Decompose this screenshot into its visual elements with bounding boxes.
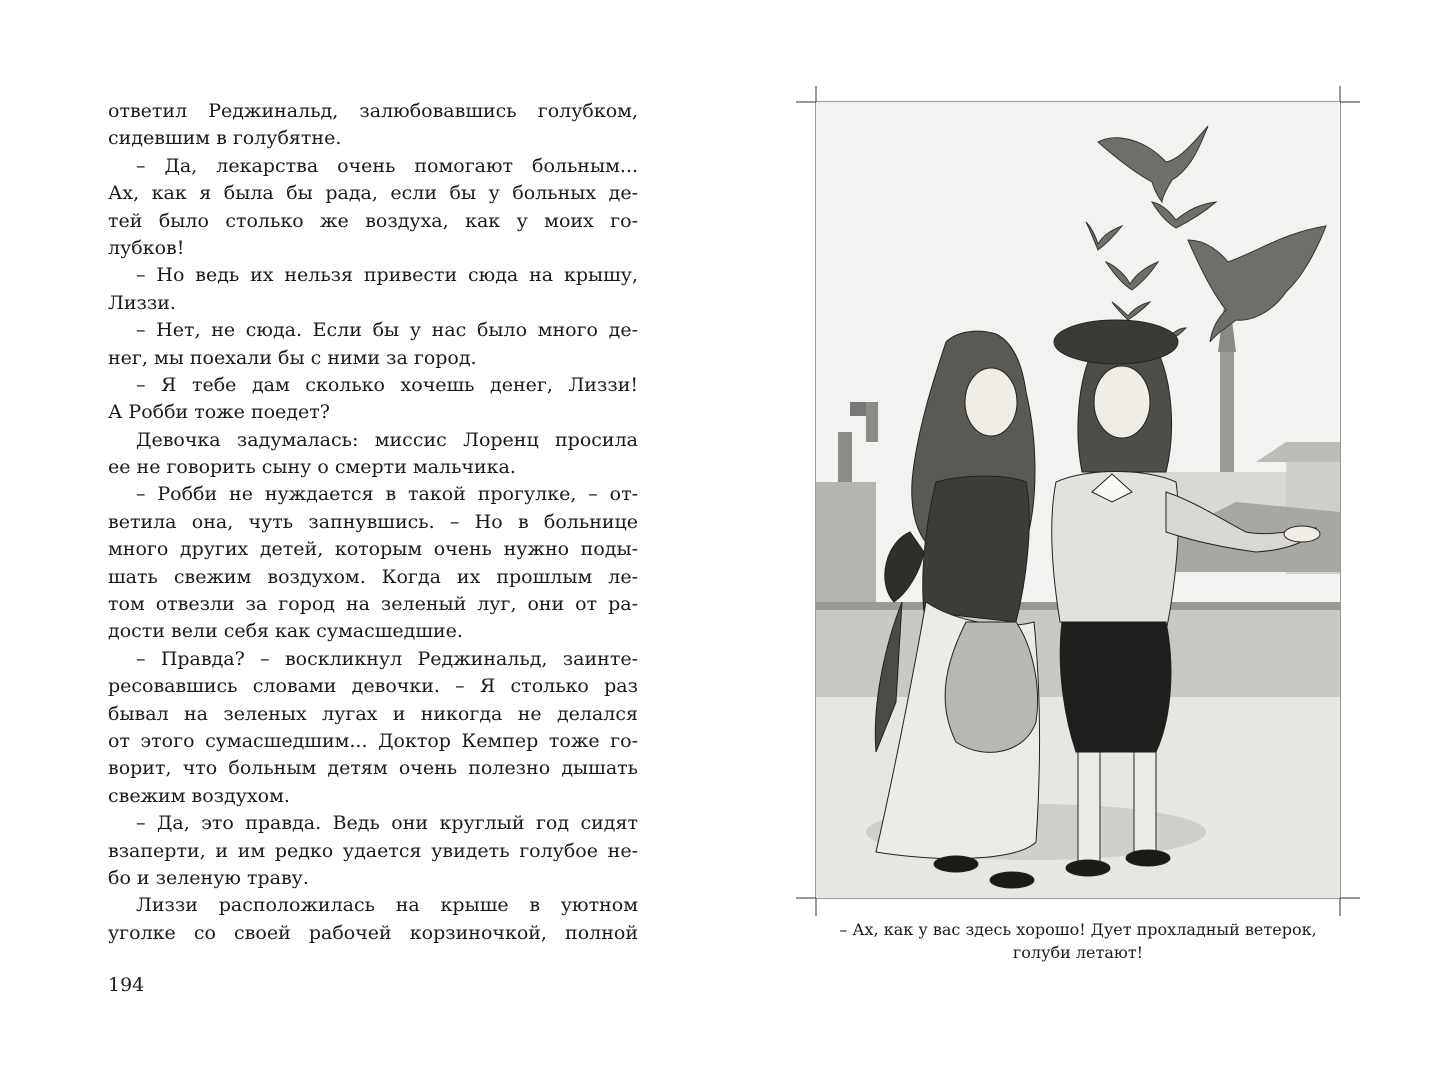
text-line: тей было столько же воздуха, как у моих го- bbox=[108, 209, 638, 232]
text-line: – Я тебе дам сколько хочешь денег, Лиззи! bbox=[136, 373, 638, 396]
text-line: Девочка задумалась: миссис Лоренц просила bbox=[136, 428, 638, 451]
text-line: ресовавшись словами девочки. – Я столько раз bbox=[108, 675, 638, 698]
text-line: ответил Реджинальд, залюбовавшись голубком, bbox=[108, 100, 638, 122]
text-line: ее не говорить сыну о смерти мальчика. bbox=[108, 456, 516, 479]
text-line: взаперти, и им редко удается увидеть голубое не- bbox=[108, 839, 638, 862]
illustration-caption bbox=[800, 918, 1356, 964]
text-line: сидевшим в голубятне. bbox=[108, 127, 342, 150]
caption-line-2: голуби летают! bbox=[1012, 943, 1144, 962]
text-line: – Нет, не сюда. Если бы у нас было много де- bbox=[136, 319, 638, 342]
text-line: Лиззи расположилась на крыше в уютном bbox=[136, 894, 638, 917]
text-line: – Да, лекарства очень помогают больным... bbox=[136, 154, 638, 177]
text-line: ворит, что больным детям очень полезно дышать bbox=[108, 757, 638, 780]
left-page-text bbox=[108, 98, 638, 947]
illustration-frame bbox=[796, 86, 1360, 916]
text-line: нег, мы поехали бы с ними за город. bbox=[108, 346, 477, 369]
text-line: бывал на зеленых лугах и никогда не делался bbox=[108, 702, 638, 725]
text-line: много других детей, которым очень нужно поды- bbox=[108, 538, 638, 561]
engraving-drawing bbox=[816, 102, 1340, 898]
text-line: – Но ведь их нельзя привести сюда на крышу, bbox=[136, 264, 638, 287]
text-line: А Робби тоже поедет? bbox=[108, 401, 330, 424]
page-number: 194 bbox=[108, 974, 145, 996]
text-line: – Робби не нуждается в такой прогулке, – от- bbox=[136, 483, 638, 506]
text-line: бо и зеленую траву. bbox=[108, 866, 309, 889]
text-line: шать свежим воздухом. Когда их прошлым ле- bbox=[108, 565, 638, 588]
text-line: Ах, как я была бы рада, если бы у больных де- bbox=[108, 182, 638, 205]
text-line: дости вели себя как сумасшедшие. bbox=[108, 620, 463, 643]
text-line: Лиззи. bbox=[108, 291, 176, 314]
text-line: лубков! bbox=[108, 236, 185, 259]
children-on-rooftop-illustration bbox=[816, 102, 1340, 898]
text-line: свежим воздухом. bbox=[108, 784, 290, 807]
text-line: ветила она, чуть запнувшись. – Но в больнице bbox=[108, 510, 638, 533]
text-line: – Да, это правда. Ведь они круглый год сидят bbox=[136, 812, 638, 835]
text-line: от этого сумасшедшим... Доктор Кемпер тоже го- bbox=[108, 729, 638, 752]
text-line: уголке со своей рабочей корзиночкой, полной bbox=[108, 921, 638, 944]
caption-line-1: – Ах, как у вас здесь хорошо! Дует прохладный ветерок, bbox=[839, 920, 1317, 939]
text-line: – Правда? – воскликнул Реджинальд, заинте- bbox=[136, 647, 638, 670]
text-line: том отвезли за город на зеленый луг, они от ра- bbox=[108, 593, 638, 616]
